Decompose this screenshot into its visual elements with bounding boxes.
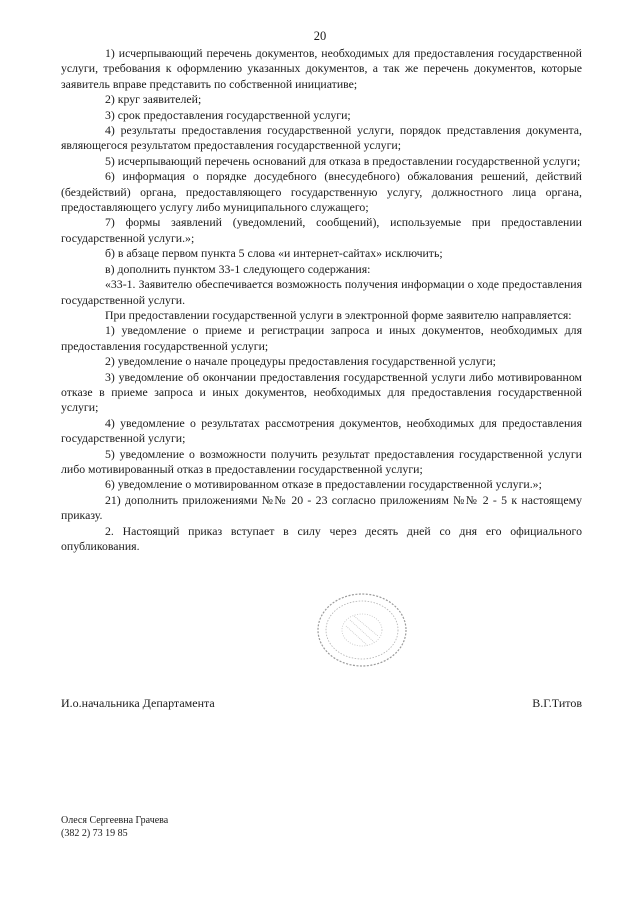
paragraph: 2) уведомление о начале процедуры предоставления государственной услуги;: [105, 354, 496, 369]
paragraph: 4) результаты предоставления государственной услуги, порядок представления документа, являющегося результатом предоставления государственной услуги;: [61, 123, 582, 153]
paragraph: 21) дополнить приложениями №№ 20 - 23 согласно приложениям №№ 2 - 5 к настоящему приказу.: [61, 492, 582, 523]
paragraph: 2) круг заявителей;: [105, 92, 202, 107]
paragraph: 2. Настоящий приказ вступает в силу через десять дней со дня его официального опубликования.: [61, 523, 582, 553]
contact-name: Олеся Сергеевна Грачева: [61, 815, 169, 826]
paragraph: 1) исчерпывающий перечень документов, необходимых для предоставления государственной услуги, требования к оформлению указанных документов, а так же перечень документов, которые заявитель вправе представить по собственной инициативе;: [61, 46, 582, 91]
paragraph: 5) исчерпывающий перечень оснований для отказа в предоставлении государственной услуги;: [105, 153, 581, 168]
contact-info: [61, 814, 168, 840]
signatory-position: И.о.начальника Департамента: [61, 696, 215, 710]
paragraph: 1) уведомление о приеме и регистрации запроса и иных документов, необходимых для предоставления государственной услуги;: [61, 323, 582, 353]
document-body: [61, 46, 582, 554]
paragraph: в) дополнить пунктом 33-1 следующего содержания:: [105, 261, 371, 276]
paragraph: 3) срок предоставления государственной услуги;: [105, 107, 351, 122]
paragraph: При предоставлении государственной услуги в электронной форме заявителю направляется:: [105, 307, 572, 322]
paragraph: 4) уведомление о результатах рассмотрения документов, необходимых для предоставления государственной услуги;: [61, 415, 582, 446]
paragraph: б) в абзаце первом пункта 5 слова «и интернет-сайтах» исключить;: [105, 246, 443, 261]
contact-phone: (382 2) 73 19 85: [61, 828, 128, 839]
paragraph: 7) формы заявлений (уведомлений, сообщений), используемые при предоставлении государственной услуги.»;: [61, 215, 582, 245]
signatory-name: В.Г.Титов: [532, 696, 582, 710]
paragraph: 6) информация о порядке досудебного (внесудебного) обжалования решений, действий (бездействий) органа, предоставляющего государственную услугу, должностного лица органа, предоставляющего услугу либо муниципального служащего;: [61, 169, 582, 215]
paragraph: 5) уведомление о возможности получить результат предоставления государственной услуги либо мотивированный отказ в предоставлении государственной услуги;: [61, 446, 582, 476]
page-number: 20: [313, 29, 327, 43]
paragraph: 3) уведомление об окончании предоставления государственной услуги либо мотивированном отказе в приеме запроса и иных документов, необходимых для предоставления государственной услуги;: [61, 369, 582, 415]
paragraph: «33-1. Заявителю обеспечивается возможность получения информации о ходе предоставления государственной услуги.: [61, 277, 582, 307]
official-seal-stamp: [312, 590, 412, 670]
paragraph: 6) уведомление о мотивированном отказе в предоставлении государственной услуги.»;: [105, 477, 542, 492]
